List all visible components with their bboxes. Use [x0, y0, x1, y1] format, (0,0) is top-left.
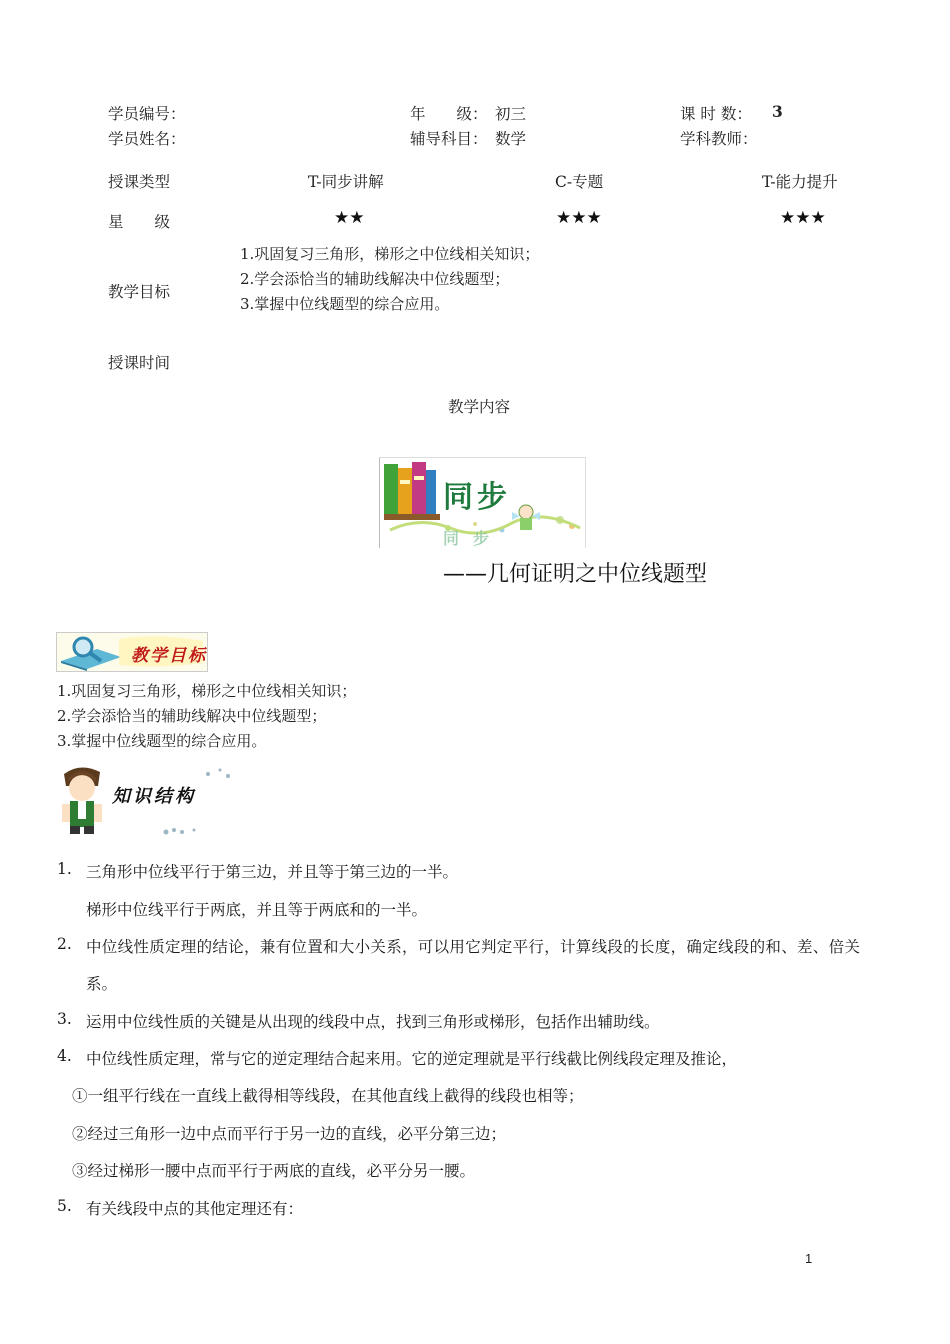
list-number: 4. — [57, 1047, 72, 1065]
page-number: 1 — [805, 1251, 813, 1266]
sync-banner-image — [379, 457, 586, 548]
table-goal-item: 1.巩固复习三角形，梯形之中位线相关知识； — [240, 245, 540, 263]
knowledge-point: 中位线性质定理，常与它的逆定理结合起来用。它的逆定理就是平行线截比例线段定理及推论， — [86, 1050, 738, 1068]
lesson-type-label: 授课类型 — [108, 173, 171, 191]
knowledge-point: 中位线性质定理的结论，兼有位置和大小关系，可以用它判定平行，计算线段的长度，确定线段的和、差、倍关 — [86, 938, 861, 956]
knowledge-subpoint: ②经过三角形一边中点而平行于另一边的直线，必平分第三边； — [72, 1125, 507, 1143]
grade-value: 初三 — [495, 105, 527, 123]
knowledge-point: 有关线段中点的其他定理还有： — [86, 1200, 304, 1218]
goal-item: 3.掌握中位线题型的综合应用。 — [57, 732, 267, 750]
subject-value: 数学 — [495, 130, 527, 148]
lesson-type-ability: T-能力提升 — [762, 173, 838, 191]
knowledge-subpoint: ①一组平行线在一直线上截得相等线段，在其他直线上截得的线段也相等； — [72, 1087, 584, 1105]
goal-item: 2.学会添恰当的辅助线解决中位线题型； — [57, 707, 327, 725]
student-name-label: 学员姓名： — [108, 130, 186, 148]
star-rating-sync: ★★ — [334, 208, 365, 228]
lesson-type-sync: T-同步讲解 — [308, 173, 384, 191]
knowledge-point: 运用中位线性质的关键是从出现的线段中点，找到三角形或梯形，包括作出辅助线。 — [86, 1013, 660, 1031]
content-heading: 教学内容 — [448, 398, 511, 416]
knowledge-subpoint: ③经过梯形一腰中点而平行于两底的直线，必平分另一腰。 — [72, 1162, 476, 1180]
teacher-label: 学科教师： — [680, 130, 758, 148]
lesson-subtitle: ——几何证明之中位线题型 — [443, 562, 708, 587]
list-number: 5. — [57, 1197, 72, 1215]
lesson-type-topic: C-专题 — [555, 173, 604, 191]
list-number: 2. — [57, 935, 72, 953]
teaching-goals-label: 教学目标 — [108, 283, 171, 301]
list-number: 3. — [57, 1010, 72, 1028]
goal-item: 1.巩固复习三角形，梯形之中位线相关知识； — [57, 682, 357, 700]
lesson-time-label: 授课时间 — [108, 354, 171, 372]
list-number: 1. — [57, 860, 72, 878]
goals-banner-image — [56, 632, 208, 672]
knowledge-point: 梯形中位线平行于两底，并且等于两底和的一半。 — [86, 901, 428, 919]
knowledge-point: 三角形中位线平行于第三边，并且等于第三边的一半。 — [86, 863, 459, 881]
goals-banner-title: 教学目标 — [131, 646, 207, 666]
star-level-label: 星 级 — [108, 213, 171, 231]
knowledge-banner-title: 知识结构 — [112, 786, 196, 807]
lesson-count-label: 课 时 数： — [680, 105, 752, 123]
knowledge-banner-image — [56, 760, 236, 840]
star-rating-topic: ★★★ — [556, 208, 602, 228]
grade-label: 年 级： — [410, 105, 488, 123]
sync-banner-title: 同步 — [443, 480, 511, 515]
student-id-label: 学员编号： — [108, 105, 186, 123]
table-goal-item: 2.学会添恰当的辅助线解决中位线题型； — [240, 270, 510, 288]
table-goal-item: 3.掌握中位线题型的综合应用。 — [240, 295, 450, 313]
sync-banner-echo: 同步 — [443, 529, 504, 548]
knowledge-point: 系。 — [86, 975, 118, 993]
lesson-count-value: 3 — [772, 102, 783, 121]
subject-label: 辅导科目： — [410, 130, 488, 148]
star-rating-ability: ★★★ — [780, 208, 826, 228]
